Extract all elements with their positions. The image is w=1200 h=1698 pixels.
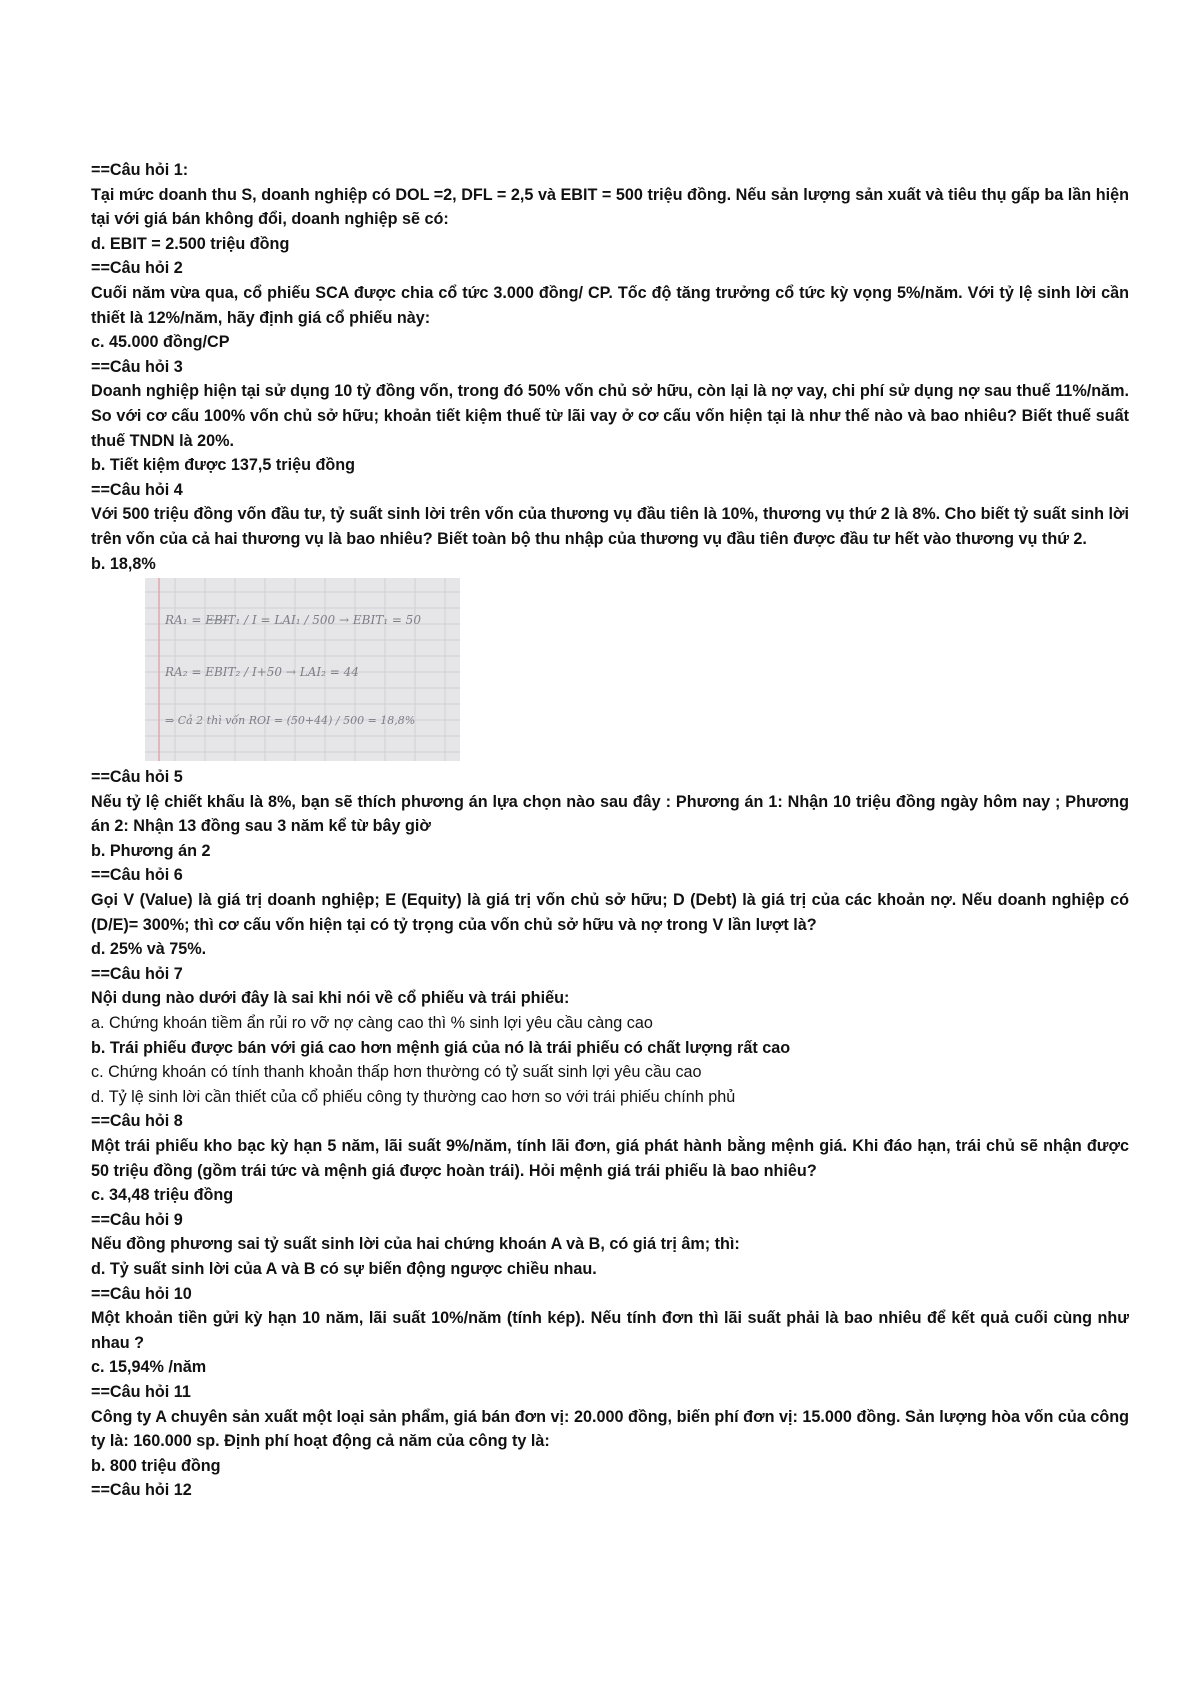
question-11-text: Công ty A chuyên sản xuất một loại sản phẩm, giá bán đơn vị: 20.000 đồng, biến phí đơn vị: 15.000 đồng. Sản lượng hòa vốn của công ty là: 160.000 sp. Định phí hoạt động cả năm của công ty là: (91, 1407, 1129, 1451)
question-7-option-b: b. Trái phiếu được bán với giá cao hơn mệnh giá của nó là trái phiếu có chất lượng rất cao (91, 1038, 791, 1057)
question-2-answer: c. 45.000 đồng/CP (91, 333, 230, 352)
question-1-text: Tại mức doanh thu S, doanh nghiệp có DOL =2, DFL = 2,5 và EBIT = 500 triệu đồng. Nếu sản lượng sản xuất và tiêu thụ gấp ba lần hiện tại với giá bán không đổi, doanh nghiệp sẽ có: (91, 185, 1129, 229)
document-content (91, 158, 1129, 1503)
question-6-text: Gọi V (Value) là giá trị doanh nghiệp; E (Equity) là giá trị vốn chủ sở hữu; D (Debt) là giá trị của các khoản nợ. Nếu doanh nghiệp có (D/E)= 300%; thì cơ cấu vốn hiện tại có tỷ trọng của vốn chủ sở hữu và nợ trong V lần lượt là? (91, 891, 1129, 934)
question-4-header: ==Câu hỏi 4 (91, 480, 183, 499)
question-6-header: ==Câu hỏi 6 (91, 866, 183, 885)
question-9-answer: d. Tỷ suất sinh lời của A và B có sự biến động ngược chiều nhau. (91, 1259, 597, 1278)
question-2-text: Cuối năm vừa qua, cổ phiếu SCA được chia cổ tức 3.000 đồng/ CP. Tốc độ tăng trưởng cổ tức kỳ vọng 5%/năm. Với tỷ lệ sinh lời cần thiết là 12%/năm, hãy định giá cổ phiếu này: (91, 283, 1129, 327)
question-5-answer: b. Phương án 2 (91, 841, 211, 860)
question-10-header: ==Câu hỏi 10 (91, 1284, 192, 1303)
question-8-text: Một trái phiếu kho bạc kỳ hạn 5 năm, lãi suất 9%/năm, tính lãi đơn, giá phát hành bằng mệnh giá. Khi đáo hạn, trái chủ sẽ nhận được 50 triệu đồng (gồm trái tức và mệnh giá được hoàn trái). Hỏi mệnh giá trái phiếu là bao nhiêu? (91, 1137, 1129, 1180)
question-9-header: ==Câu hỏi 9 (91, 1210, 183, 1229)
question-12-header: ==Câu hỏi 12 (91, 1481, 192, 1500)
question-5-text: Nếu tỷ lệ chiết khấu là 8%, bạn sẽ thích phương án lựa chọn nào sau đây : Phương án 1: Nhận 10 triệu đồng ngày hôm nay ; Phương án 2: Nhận 13 đồng sau 3 năm kể từ bây giờ (91, 792, 1129, 836)
question-7-option-a: a. Chứng khoán tiềm ẩn rủi ro vỡ nợ càng cao thì % sinh lợi yêu cầu càng cao (91, 1014, 653, 1033)
question-8-header: ==Câu hỏi 8 (91, 1112, 183, 1131)
sketch-line-3: ⇒ Cả 2 thì vốn ROI = (50+44) / 500 = 18,8% (165, 714, 416, 728)
question-9-text: Nếu đồng phương sai tỷ suất sinh lời của hai chứng khoán A và B, có giá trị âm; thì: (91, 1235, 740, 1254)
question-5-header: ==Câu hỏi 5 (91, 768, 183, 787)
question-11-answer: b. 800 triệu đồng (91, 1456, 221, 1475)
question-10-text: Một khoản tiền gửi kỳ hạn 10 năm, lãi suất 10%/năm (tính kép). Nếu tính đơn thì lãi suất phải là bao nhiêu để kết quả cuối cùng như nhau ? (91, 1309, 1129, 1352)
question-8-answer: c. 34,48 triệu đồng (91, 1186, 234, 1205)
question-4-answer: b. 18,8% (91, 554, 156, 573)
question-7-header: ==Câu hỏi 7 (91, 964, 183, 983)
question-10-answer: c. 15,94% /năm (91, 1358, 207, 1377)
question-3-answer: b. Tiết kiệm được 137,5 triệu đồng (91, 456, 356, 475)
question-2-header: ==Câu hỏi 2 (91, 259, 183, 278)
question-1-header: ==Câu hỏi 1: (91, 161, 189, 179)
question-7-text: Nội dung nào dưới đây là sai khi nói về cổ phiếu và trái phiếu: (91, 989, 570, 1008)
question-3-text: Doanh nghiệp hiện tại sử dụng 10 tỷ đồng vốn, trong đó 50% vốn chủ sở hữu, còn lại là nợ vay, chi phí sử dụng nợ sau thuế 11%/năm. So với cơ cấu 100% vốn chủ sở hữu; khoản tiết kiệm thuế từ lãi vay ở cơ cấu vốn hiện tại là như thế nào và bao nhiêu? Biết thuế suất thuế TNDN là 20%. (91, 382, 1129, 450)
question-7-option-c: c. Chứng khoán có tính thanh khoản thấp hơn thường có tỷ suất sinh lợi yêu cầu cao (91, 1063, 702, 1082)
handwritten-solution-image (145, 578, 460, 761)
question-4-text: Với 500 triệu đồng vốn đầu tư, tỷ suất sinh lời trên vốn của thương vụ đầu tiên là 10%, thương vụ thứ 2 là 8%. Cho biết tỷ suất sinh lời trên vốn của cả hai thương vụ là bao nhiêu? Biết toàn bộ thu nhập của thương vụ đầu tiên được đầu tư hết vào thương vụ thứ 2. (91, 505, 1129, 548)
sketch-line-1: RA₁ = EBIT₁ / I = LAI₁ / 500 → EBIT₁ = 50 (165, 613, 421, 628)
question-7-option-d: d. Tỷ lệ sinh lời cần thiết của cổ phiếu công ty thường cao hơn so với trái phiếu chính phủ (91, 1087, 736, 1106)
question-11-header: ==Câu hỏi 11 (91, 1382, 191, 1401)
question-1-answer: d. EBIT = 2.500 triệu đồng (91, 234, 290, 253)
question-6-answer: d. 25% và 75%. (91, 940, 207, 959)
question-3-header: ==Câu hỏi 3 (91, 357, 183, 376)
sketch-line-2: RA₂ = EBIT₂ / I+50 → LAI₂ = 44 (165, 665, 359, 680)
